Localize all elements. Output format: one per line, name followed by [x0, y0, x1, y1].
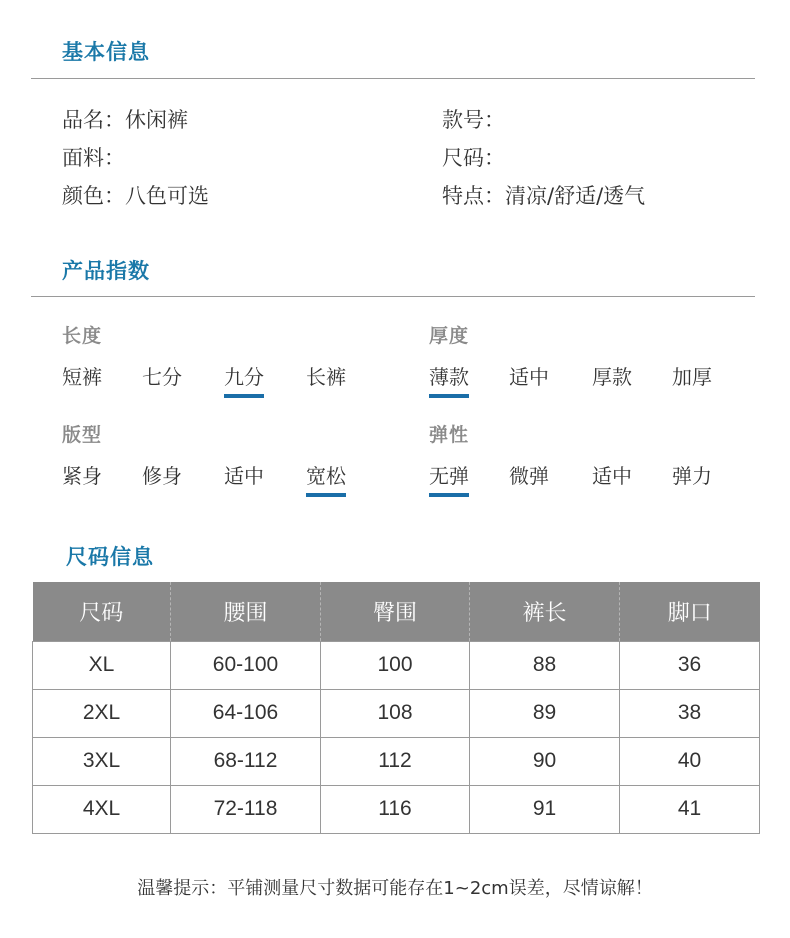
option-thickness-medium: 适中 — [509, 365, 549, 389]
size-info-title: 尺码信息 — [66, 545, 154, 569]
group-label-fit: 版型 — [62, 424, 103, 446]
cell-length: 89 — [470, 689, 620, 737]
field-color — [62, 180, 209, 210]
group-label-thickness: 厚度 — [429, 325, 470, 347]
cell-hip: 116 — [321, 785, 470, 833]
option-fit-regular: 适中 — [224, 464, 264, 488]
cell-hem: 38 — [620, 689, 760, 737]
option-thickness-extra-thick: 加厚 — [672, 365, 712, 389]
basic-info-divider — [31, 78, 755, 79]
cell-hip: 112 — [321, 737, 470, 785]
field-label: 面料： — [62, 146, 125, 170]
size-table — [32, 582, 760, 834]
field-product-name — [62, 104, 188, 134]
option-length-full: 长裤 — [306, 365, 346, 389]
cell-length: 88 — [470, 641, 620, 689]
cell-hip: 108 — [321, 689, 470, 737]
field-value: 清凉/舒适/透气 — [505, 184, 646, 208]
option-length-cropped: 七分 — [142, 365, 182, 389]
cell-waist: 68-112 — [171, 737, 321, 785]
option-length-ninth-selected: 九分 — [224, 361, 264, 398]
cell-waist: 60-100 — [171, 641, 321, 689]
header-size: 尺码 — [33, 582, 171, 641]
cell-size: XL — [33, 641, 171, 689]
field-fabric — [62, 142, 125, 172]
option-elasticity-medium: 适中 — [592, 464, 632, 488]
field-label: 特点： — [442, 184, 505, 208]
header-length: 裤长 — [470, 582, 620, 641]
cell-size: 3XL — [33, 737, 171, 785]
cell-size: 2XL — [33, 689, 171, 737]
field-features — [442, 180, 645, 210]
option-fit-loose-selected: 宽松 — [306, 460, 346, 497]
cell-waist: 72-118 — [171, 785, 321, 833]
table-row — [33, 641, 760, 689]
cell-length: 90 — [470, 737, 620, 785]
cell-waist: 64-106 — [171, 689, 321, 737]
field-size — [442, 142, 505, 172]
cell-size: 4XL — [33, 785, 171, 833]
option-length-shorts: 短裤 — [62, 365, 102, 389]
group-label-length: 长度 — [62, 325, 103, 347]
field-label: 尺码： — [442, 146, 505, 170]
option-fit-tight: 紧身 — [62, 464, 102, 488]
option-elasticity-stretch: 弹力 — [672, 464, 712, 488]
table-header-row — [33, 582, 760, 641]
table-row — [33, 689, 760, 737]
option-thickness-thick: 厚款 — [592, 365, 632, 389]
table-row — [33, 737, 760, 785]
product-index-divider — [31, 296, 755, 297]
option-thickness-thin-selected: 薄款 — [429, 361, 469, 398]
cell-hem: 41 — [620, 785, 760, 833]
option-fit-slim: 修身 — [142, 464, 182, 488]
header-hip: 臀围 — [321, 582, 470, 641]
cell-hem: 36 — [620, 641, 760, 689]
header-waist: 腰围 — [171, 582, 321, 641]
footer-note: 温馨提示：平铺测量尺寸数据可能存在1~2cm误差，尽情谅解！ — [137, 878, 653, 899]
cell-length: 91 — [470, 785, 620, 833]
product-index-title: 产品指数 — [62, 259, 150, 283]
field-style-number — [442, 104, 505, 134]
field-value: 休闲裤 — [125, 108, 188, 132]
option-elasticity-slight: 微弹 — [509, 464, 549, 488]
cell-hip: 100 — [321, 641, 470, 689]
field-label: 品名： — [62, 108, 125, 132]
field-label: 颜色： — [62, 184, 125, 208]
table-row — [33, 785, 760, 833]
cell-hem: 40 — [620, 737, 760, 785]
basic-info-title: 基本信息 — [62, 40, 150, 64]
field-value: 八色可选 — [125, 184, 209, 208]
group-label-elasticity: 弹性 — [429, 424, 470, 446]
header-hem: 脚口 — [620, 582, 760, 641]
option-elasticity-none-selected: 无弹 — [429, 460, 469, 497]
field-label: 款号： — [442, 108, 505, 132]
